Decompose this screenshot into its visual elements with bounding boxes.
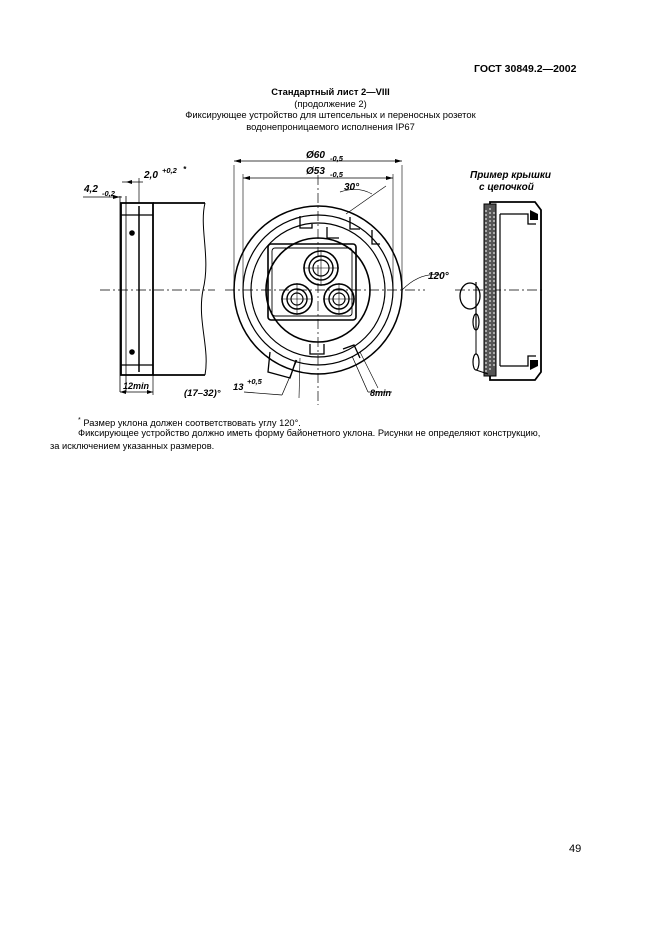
sheet-subtitle-line2: водонепроницаемого исполнения IP67 [246,120,415,132]
dim-17-32: (17–32)° [184,388,221,399]
cover-view [455,202,545,380]
note-paragraph-line2: за исключением указанных размеров. [50,441,215,451]
dim-30-deg: 30° [344,182,360,193]
page-number: 49 [569,843,582,855]
dim-d53: Ø53 [306,166,325,177]
side-view [83,178,215,395]
dim-8min: 8min [370,388,392,398]
dim-2-0-mark: * [183,165,187,174]
footnote-text: Размер уклона должен соответствовать углу 120°. [83,418,301,429]
dim-2-0-tol: +0,2 [162,166,177,175]
dim-4-2: 4,2 [84,184,98,195]
dim-13: 13 [233,382,244,393]
sheet-subtitle-line1: Фиксирующее устройство для штепсельных и переносных розеток [185,109,476,120]
cover-caption-line1: Пример крышки [470,170,552,181]
dim-12min: 12min [123,381,150,391]
dim-d53-tol: -0,5 [330,170,343,179]
dim-d60: Ø60 [306,150,325,161]
dim-13-tol: +0,5 [247,377,262,386]
dim-2-0: 2,0 [144,170,158,181]
dim-d60-tol: -0,5 [330,154,343,163]
footnote-mark: * [78,417,81,424]
note-paragraph-line1: Фиксирующее устройство должно иметь форму байонетного уклона. Рисунки не определяют конструкцию, [78,428,541,438]
sheet-continuation: (продолжение 2) [294,97,367,109]
dim-120-deg: 120° [428,271,449,282]
dim-4-2-tol: -0,2 [102,189,115,198]
sheet-title: Стандартный лист 2—VIII [271,86,390,97]
front-view [225,159,440,405]
standard-number: ГОСТ 30849.2—2002 [474,63,577,75]
cover-caption-line2: с цепочкой [479,182,534,193]
